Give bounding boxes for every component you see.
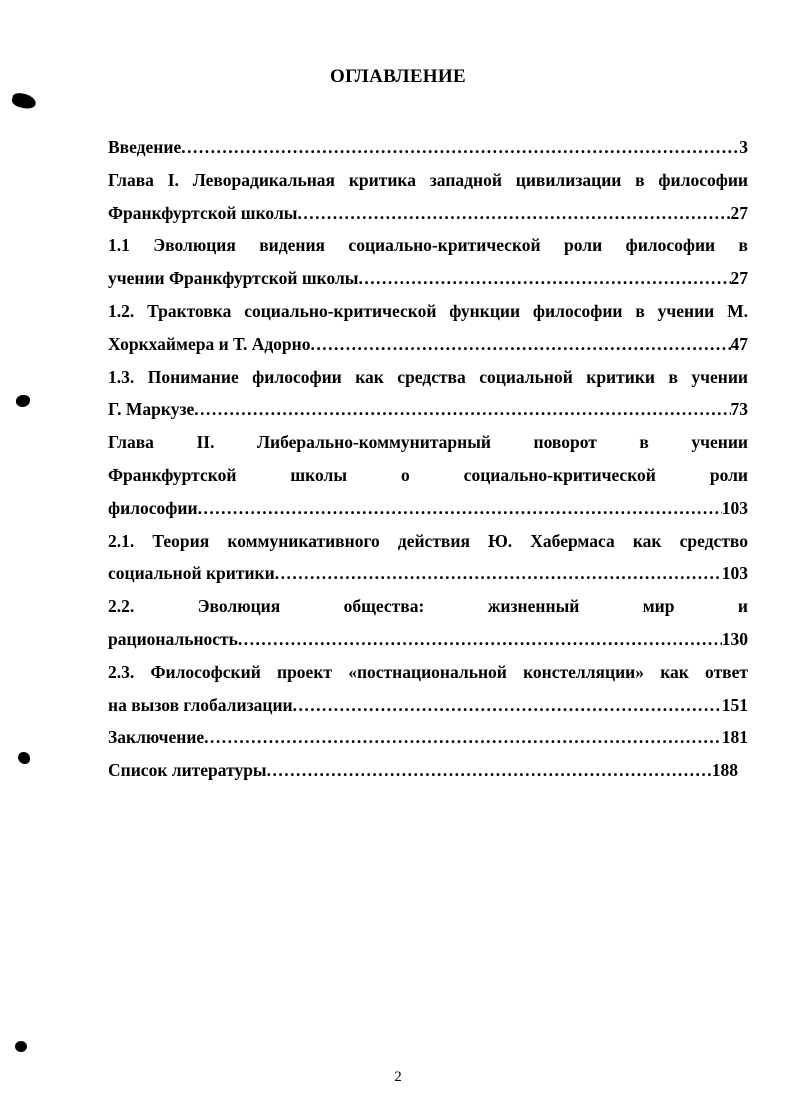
leader-dots [293,689,722,722]
toc-entry[interactable] [108,557,748,590]
leader-dots [194,393,730,426]
toc-entry-text: Г. Маркузе [108,399,195,420]
leader-dots [181,131,739,164]
ink-blot [15,1041,27,1052]
toc-entry[interactable]: 2.3. Философский проект «постнациональной констелляции» как ответ [108,661,748,682]
toc-entry-text: социальной критики [108,563,275,584]
toc-entry-page: 103 [721,563,748,584]
toc-entry[interactable]: 1.2. Трактовка социально-критической функции философии в учении М. [108,300,748,321]
toc-entry-text: на вызов глобализации [108,694,293,715]
toc-entry-page: 188 [711,760,738,781]
toc-entry-page: 27 [730,268,748,289]
ink-blot [16,395,30,407]
toc-entry[interactable] [108,197,748,230]
leader-dots [198,492,722,525]
toc-entry[interactable]: 2.1. Теория коммуникативного действия Ю. Хабермаса как средство [108,530,748,551]
leader-dots [311,328,731,361]
ink-blot [18,752,30,764]
toc-entry-text: философии [108,497,198,518]
toc-entry[interactable]: 2.2. Эволюция общества: жизненный мир и [108,596,748,617]
ink-blot [11,92,37,111]
toc-entry[interactable]: Франкфуртской школы о социально-критической роли [108,464,748,485]
toc-entry-page: 103 [721,497,748,518]
page-title: ОГЛАВЛЕНИЕ [330,66,466,87]
toc-entry-text: Заключение [108,727,205,748]
leader-dots [204,721,722,754]
leader-dots [297,197,730,230]
toc-entry[interactable] [108,492,748,525]
toc-entry-page: 27 [730,202,748,223]
toc-entry[interactable] [108,689,748,722]
toc-entry-text: Введение [108,137,182,157]
toc-entry-page: 47 [730,333,748,354]
toc-entry-text: учении Франкфуртской школы [108,268,359,289]
toc-entry[interactable] [108,328,748,361]
toc-entry-page: 181 [721,727,748,748]
toc-entry[interactable]: Глава I. Леворадикальная критика западной цивилизации в философии [108,169,748,190]
toc-entry-text: Хоркхаймера и Т. Адорно [108,333,311,354]
page-number: 2 [394,1069,402,1085]
leader-dots [238,623,722,656]
toc-entry-page: 151 [721,694,748,715]
toc-entry[interactable] [108,754,738,787]
toc-entry[interactable] [108,393,748,426]
toc-entry[interactable] [108,131,748,164]
table-of-contents [108,131,748,787]
toc-entry[interactable]: 1.3. Понимание философии как средства социальной критики в учении [108,366,748,387]
toc-entry-text: Франкфуртской школы [108,202,298,223]
toc-entry[interactable] [108,721,748,754]
toc-entry-page: 130 [721,628,748,649]
toc-entry[interactable]: Глава II. Либерально-коммунитарный поворот в учении [108,432,748,453]
toc-entry-page: 73 [730,399,748,420]
toc-entry[interactable] [108,623,748,656]
leader-dots [275,557,722,590]
toc-entry[interactable]: 1.1 Эволюция видения социально-критической роли философии в [108,235,748,256]
toc-entry-text: Список литературы [108,760,267,781]
leader-dots [358,262,730,295]
leader-dots [267,754,712,787]
toc-entry[interactable] [108,262,748,295]
toc-entry-text: рациональность [108,628,238,649]
toc-entry-page: 3 [739,137,748,157]
